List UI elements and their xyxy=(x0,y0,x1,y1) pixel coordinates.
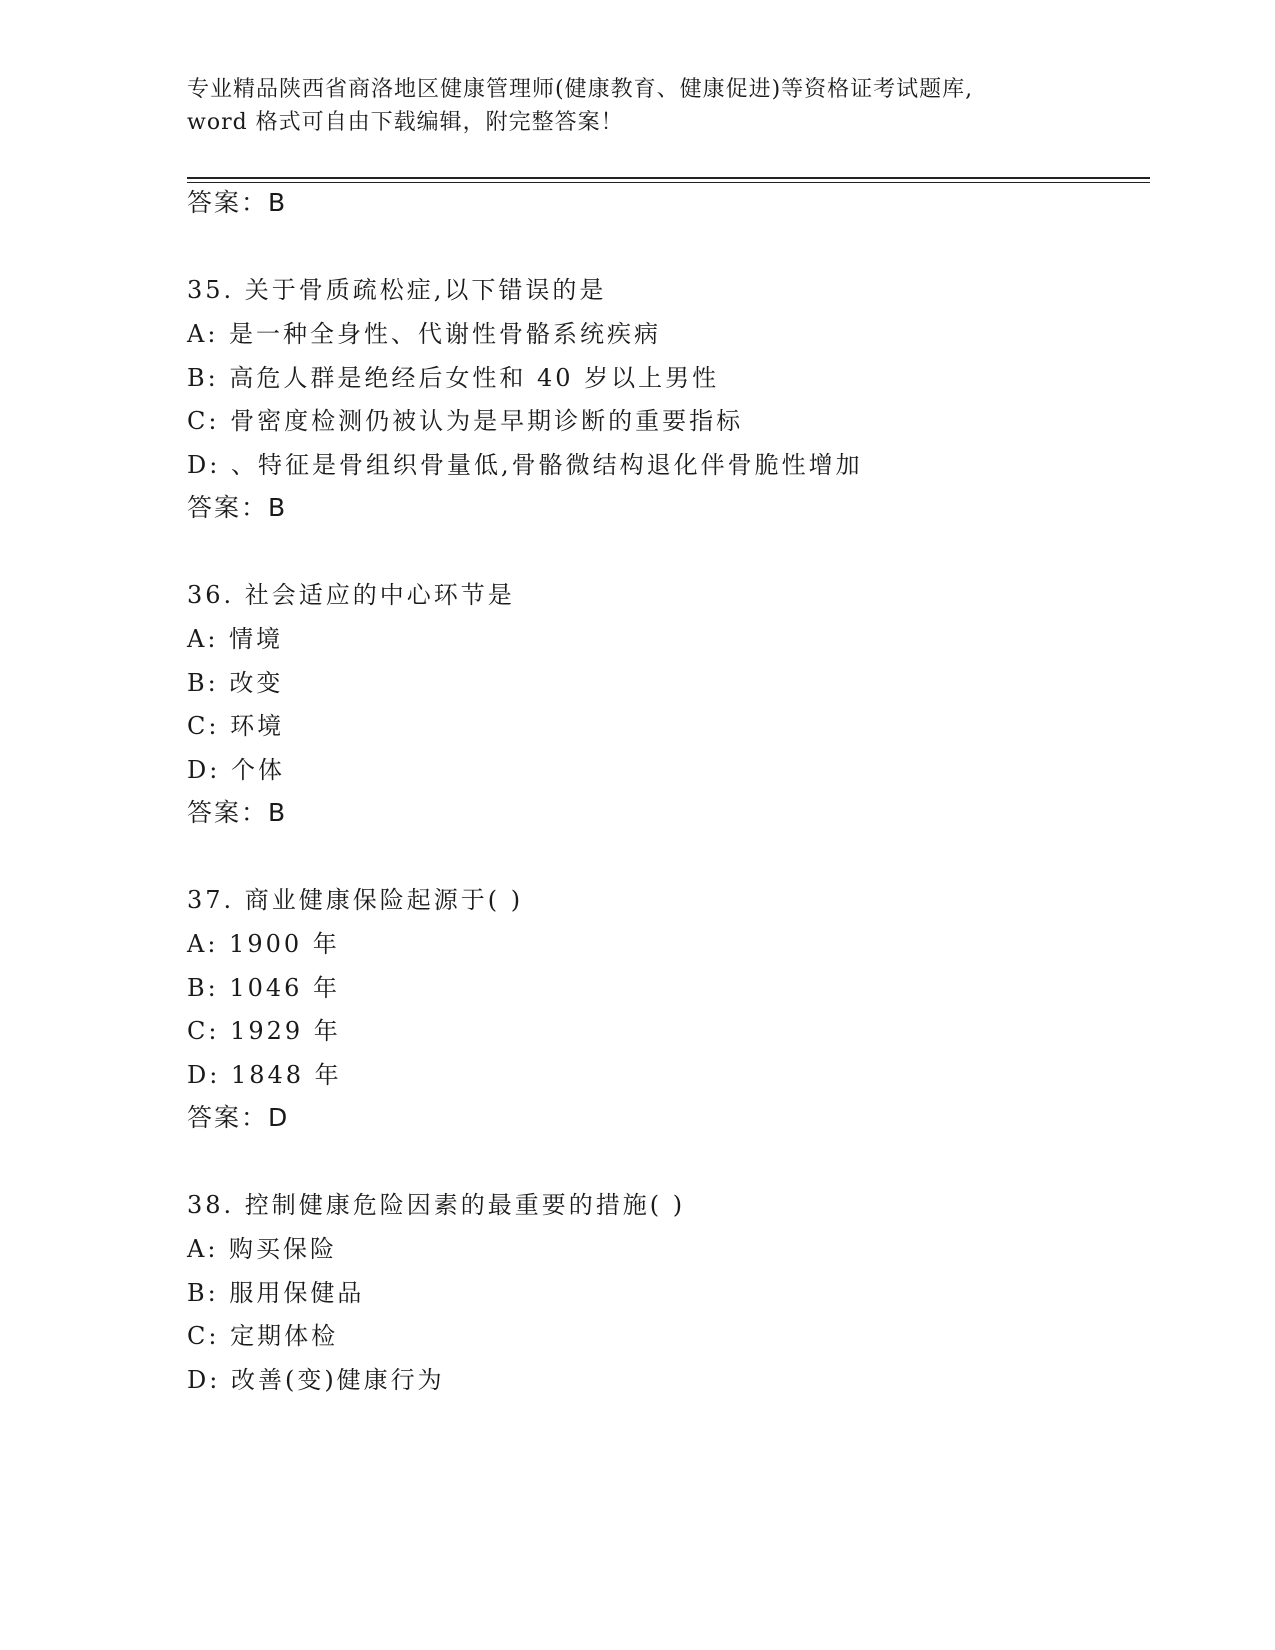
question-37-option-d: D: 1848 年 xyxy=(187,1061,342,1089)
question-35-option-d: D: 、特征是骨组织骨量低,骨骼微结构退化伴骨脆性增加 xyxy=(187,451,863,479)
header-line-2: word 格式可自由下载编辑，附完整答案！ xyxy=(187,110,624,135)
question-37-option-b: B: 1046 年 xyxy=(187,974,341,1002)
question-36-option-c: C: 环境 xyxy=(187,712,285,740)
question-36-answer: 答案：B xyxy=(187,798,288,827)
question-38-option-c: C: 定期体检 xyxy=(187,1322,339,1350)
question-36-option-b: B: 改变 xyxy=(187,669,284,697)
question-37-answer: 答案：D xyxy=(187,1103,290,1132)
answer-previous: 答案：B xyxy=(187,188,288,217)
question-38-stem: 38. 控制健康危险因素的最重要的措施( ) xyxy=(187,1191,686,1219)
question-36-stem: 36. 社会适应的中心环节是 xyxy=(187,581,515,609)
question-35-option-a: A: 是一种全身性、代谢性骨骼系统疾病 xyxy=(187,320,662,348)
question-38-option-a: A: 购买保险 xyxy=(187,1235,338,1263)
question-37-option-c: C: 1929 年 xyxy=(187,1017,341,1045)
header-divider-thin xyxy=(187,182,1150,183)
question-38-option-b: B: 服用保健品 xyxy=(187,1279,365,1307)
question-36-option-d: D: 个体 xyxy=(187,756,285,784)
question-35-option-b: B: 高危人群是绝经后女性和 40 岁以上男性 xyxy=(187,364,720,392)
question-35-option-c: C: 骨密度检测仍被认为是早期诊断的重要指标 xyxy=(187,407,744,435)
question-37-stem: 37. 商业健康保险起源于( ) xyxy=(187,886,524,914)
document-header xyxy=(187,73,1067,139)
question-37-option-a: A: 1900 年 xyxy=(187,930,340,958)
question-36-option-a: A: 情境 xyxy=(187,625,284,653)
header-line-1: 专业精品陕西省商洛地区健康管理师(健康教育、健康促进)等资格证考试题库, xyxy=(187,77,974,102)
question-35-answer: 答案：B xyxy=(187,493,288,522)
question-38-option-d: D: 改善(变)健康行为 xyxy=(187,1366,445,1394)
question-35-stem: 35. 关于骨质疏松症,以下错误的是 xyxy=(187,276,607,304)
header-divider xyxy=(187,177,1150,179)
